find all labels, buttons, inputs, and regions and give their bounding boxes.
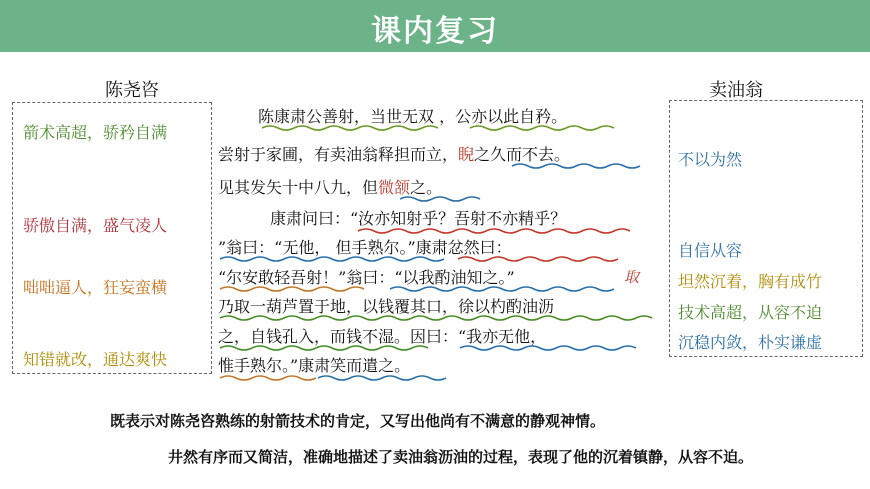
right-trait-3: 坦然沉着，胸有成竹 xyxy=(678,272,823,291)
right-character-title: 卖油翁 xyxy=(709,80,763,101)
passage-line-7: 乃取一葫芦置于地，以钱覆其口，徐以杓酌油沥 xyxy=(218,297,555,316)
passage-line-4: 康肃问曰：“汝亦知射乎？吾射不亦精乎？ xyxy=(270,209,567,228)
passage-line-9: 惟手熟尔。”康肃笑而遣之。 xyxy=(218,356,411,375)
right-trait-5: 沉稳内敛，朴实谦虚 xyxy=(678,333,823,352)
left-trait-1: 箭术高超，骄矜自满 xyxy=(23,123,168,142)
left-trait-2: 骄傲自满，盛气凌人 xyxy=(23,216,168,235)
passage-line-2c: 之久而不去。 xyxy=(474,145,571,164)
passage-line-6: “尔安敢轻吾射！”翁曰：“以我酌油知之。” xyxy=(218,268,515,287)
passage-line-3c: 之。 xyxy=(410,178,443,197)
highlight-weihan: 微颔 xyxy=(378,178,411,197)
annotation-qu: 取 xyxy=(624,268,640,286)
passage-line-2a: 尝射于家圃，有卖油翁释担而立， xyxy=(218,145,459,164)
left-trait-3: 咄咄逼人，狂妄蛮横 xyxy=(23,278,168,297)
analysis-note-1: 既表示对陈尧咨熟练的射箭技术的肯定，又写出他尚有不满意的静观神情。 xyxy=(110,412,606,430)
analysis-note-2: 井然有序而又简洁，准确地描述了卖油翁沥油的过程，表现了他的沉着镇静，从容不迫。 xyxy=(168,448,754,466)
passage-line-3a: 见其发矢十中八九，但 xyxy=(218,178,379,197)
right-trait-4: 技术高超，从容不迫 xyxy=(678,303,823,322)
right-trait-1: 不以为然 xyxy=(678,150,743,169)
passage-line-5: ”翁曰：“无他， 但手熟尔。”康肃忿然曰： xyxy=(218,238,512,257)
passage-line-1: 陈康肃公善射，当世无双 ，公亦以此自矜。 xyxy=(258,107,568,126)
left-character-title: 陈尧咨 xyxy=(105,80,159,101)
highlight-ni: 睨 xyxy=(458,145,475,164)
right-trait-2: 自信从容 xyxy=(678,241,743,260)
left-trait-4: 知错就改，通达爽快 xyxy=(23,350,168,369)
passage-line-8: 之，自钱孔入，而钱不湿。因曰：“我亦无他， xyxy=(218,327,547,346)
page-title: 课内复习 xyxy=(371,14,499,49)
